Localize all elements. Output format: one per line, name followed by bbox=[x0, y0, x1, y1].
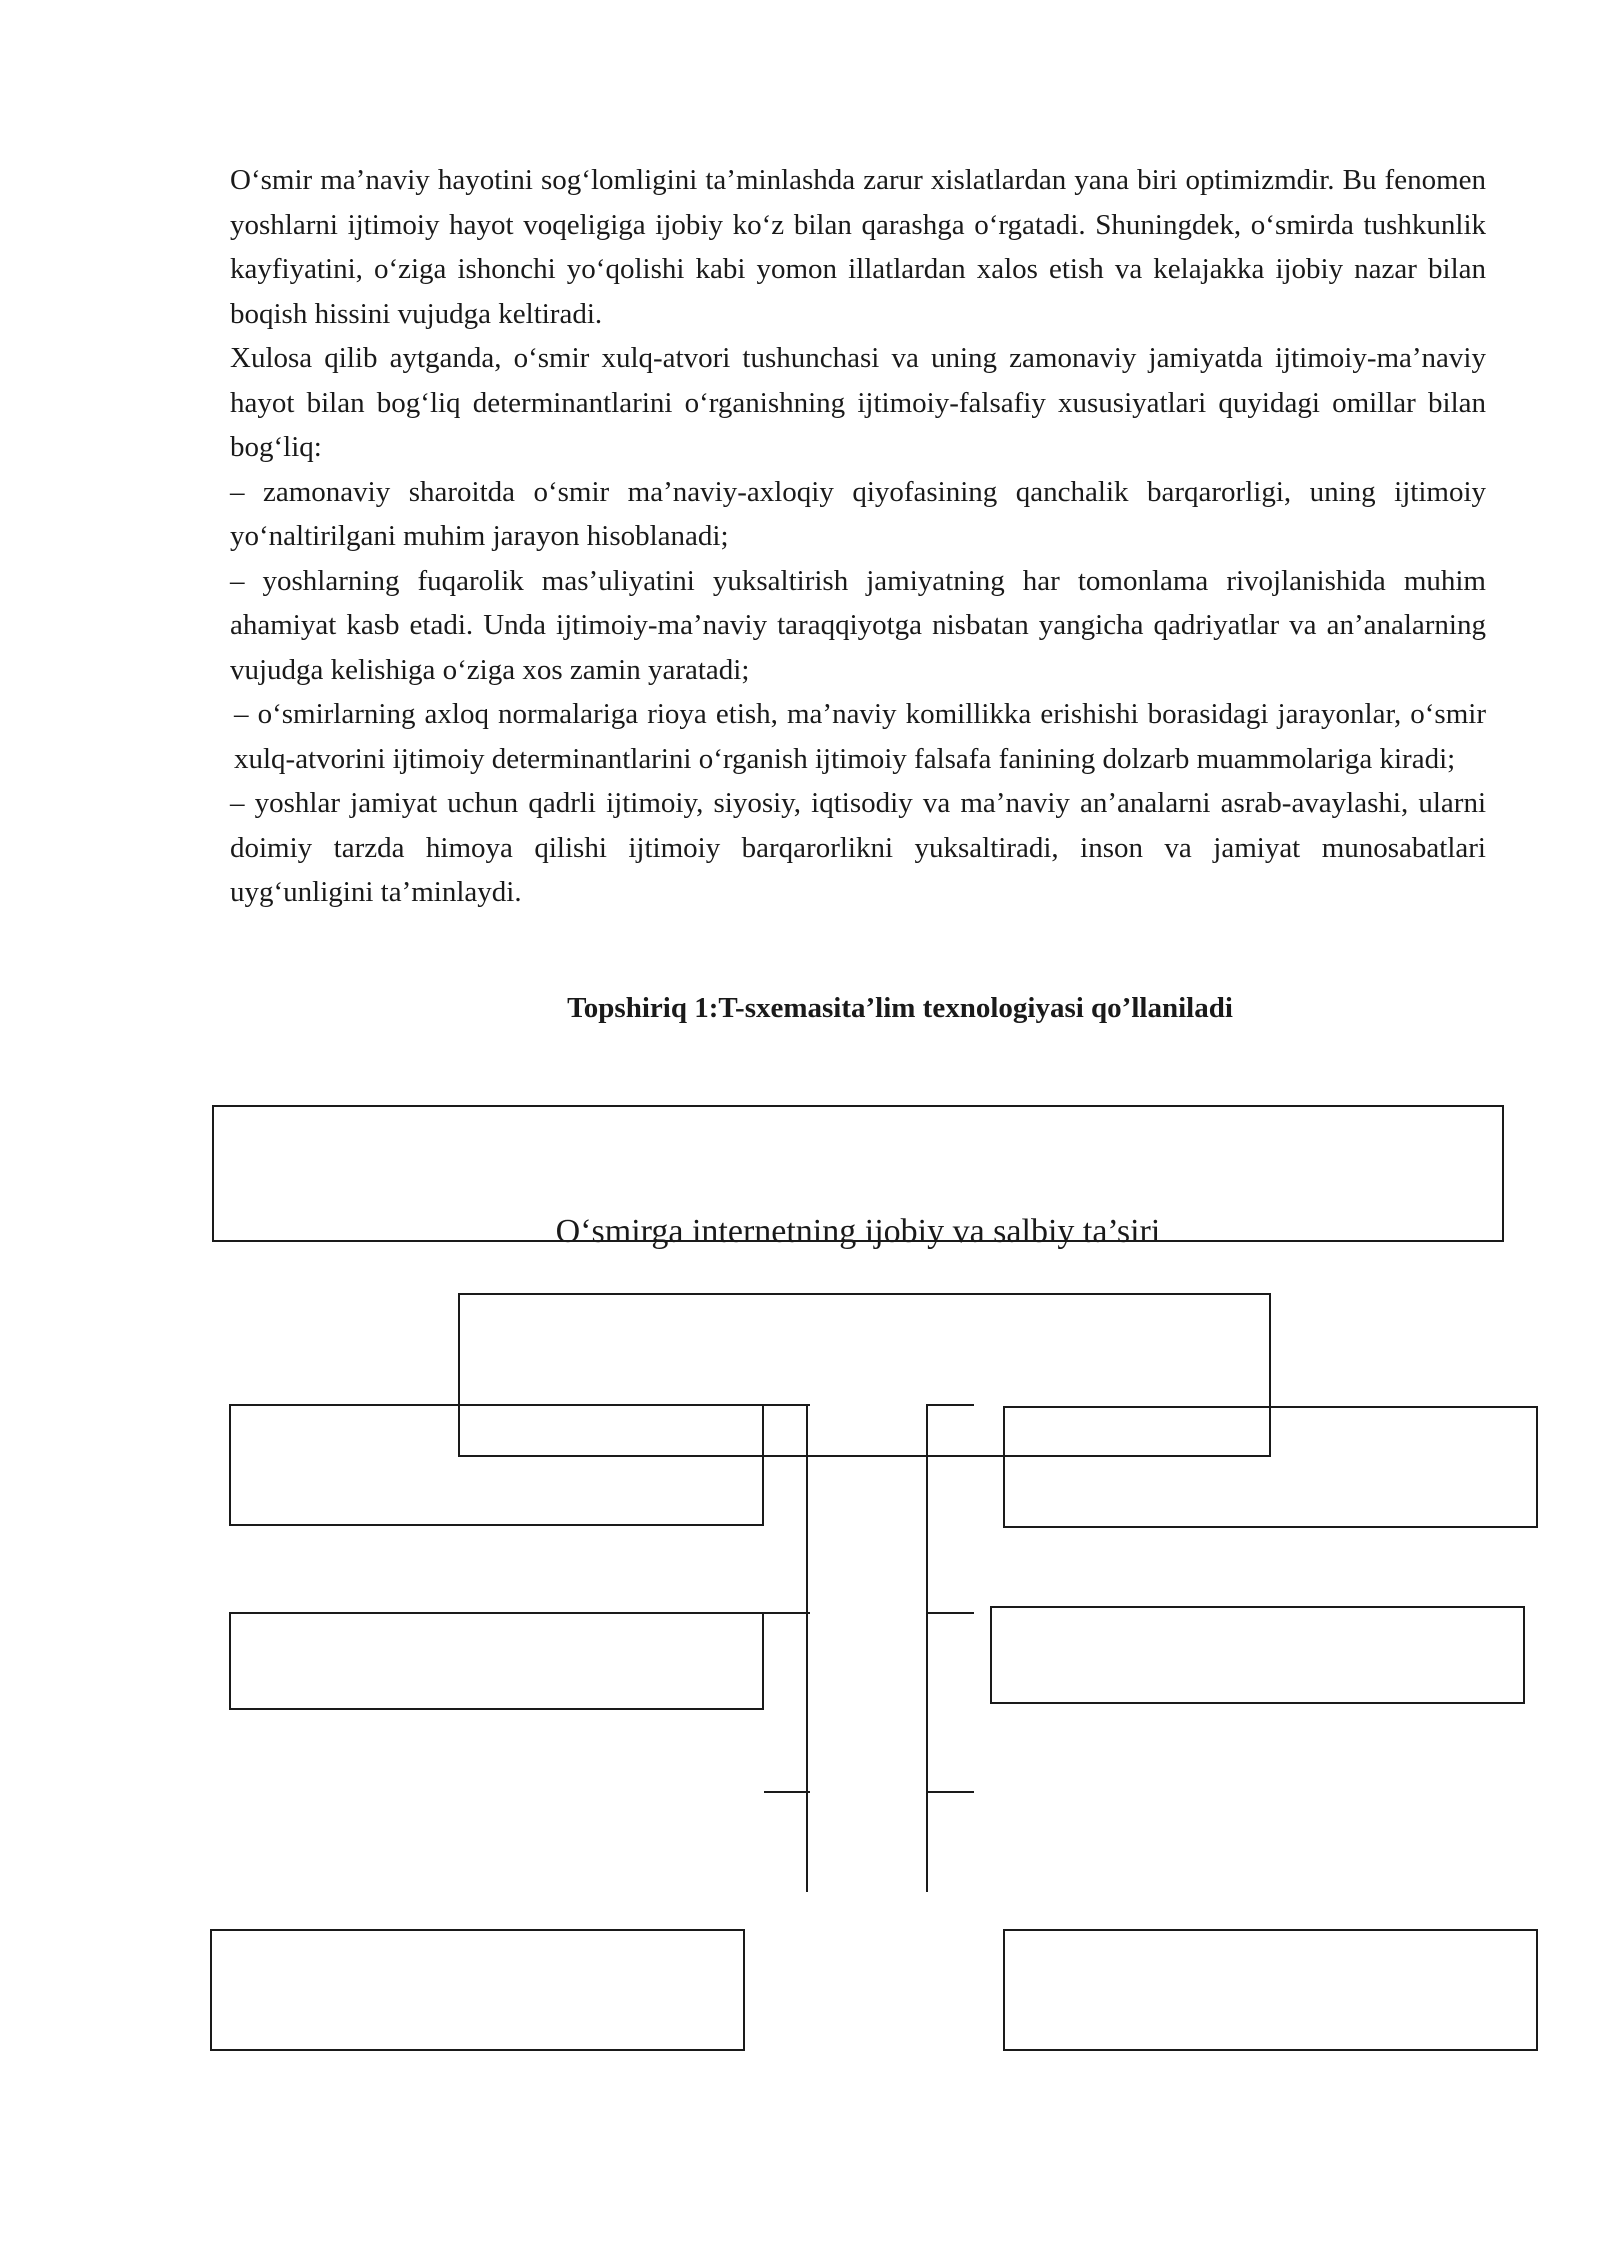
paragraph-conclusion: Xulosa qilib aytganda, o‘smir xulq-atvori tushunchasi va uning zamonaviy jamiyatda ijtimoiy-ma’naviy hayot bilan bog‘liq determinantlarini o‘rganishning ijtimoiy-falsafiy xususiyatlari quyidagi omillar bilan bog‘liq: bbox=[230, 342, 1486, 463]
left-box-1 bbox=[229, 1404, 764, 1526]
right-box-2 bbox=[990, 1606, 1525, 1704]
body-text bbox=[230, 158, 1486, 915]
left-connector-line bbox=[806, 1404, 808, 1892]
list-item-traditions: – yoshlar jamiyat uchun qadrli ijtimoiy, siyosiy, iqtisodiy va ma’naviy an’analarni asrab-avaylashi, ularni doimiy tarzda himoya qilishi ijtimoiy barqarorlikni yuksaltiradi, inson va jamiyat munosabatlari uyg‘unligini ta’minlaydi. bbox=[230, 787, 1486, 908]
left-box-2 bbox=[229, 1612, 764, 1710]
right-connector-tick-3 bbox=[926, 1791, 974, 1793]
list-item-civic-responsibility: – yoshlarning fuqarolik mas’uliyatini yuksaltirish jamiyatning har tomonlama rivojlanishida muhim ahamiyat kasb etadi. Unda ijtimoiy-ma’naviy taraqqiyotga nisbatan yangicha qadriyatlar va an’analarning vujudga kelishiga o‘ziga xos zamin yaratadi; bbox=[230, 564, 1486, 686]
topic-box bbox=[212, 1105, 1504, 1250]
list-item-stability: – zamonaviy sharoitda o‘smir ma’naviy-axloqiy qiyofasining qanchalik barqarorligi, uning ijtimoiy yo‘naltirilgani muhim jarayon hisoblanadi; bbox=[230, 475, 1486, 552]
task-title: Topshiriq 1:T-sxemasita’lim texnologiyasi qo’llaniladi bbox=[567, 992, 1233, 1024]
left-connector-tick-3 bbox=[764, 1791, 810, 1793]
left-connector-tick-2 bbox=[764, 1612, 810, 1614]
right-box-3 bbox=[1003, 1929, 1538, 2051]
left-box-3 bbox=[210, 1929, 745, 2051]
right-connector-line bbox=[926, 1404, 928, 1892]
topic-text: O‘smirga internetning ijobiy va salbiy ta’siri bbox=[555, 1213, 1161, 1250]
right-connector-tick-2 bbox=[926, 1612, 974, 1614]
right-connector-tick-1 bbox=[926, 1404, 974, 1406]
paragraph-optimism: O‘smir ma’naviy hayotini sog‘lomligini ta’minlashda zarur xislatlardan yana biri optimizmdir. Bu fenomen yoshlarni ijtimoiy hayot voqeligiga ijobiy ko‘z bilan qarashga o‘rgatadi. Shuningdek, o‘smirda tushkunlik kayfiyatini, o‘ziga ishonchi yo‘qolishi kabi yomon illatlardan xalos etish va kelajakka ijobiy nazar bilan boqish hissini vujudga keltiradi. bbox=[230, 164, 1486, 330]
list-item-moral-norms: – o‘smirlarning axloq normalariga rioya etish, ma’naviy komillikka erishishi borasidagi jarayonlar, o‘smir xulq-atvorini ijtimoiy determinantlarini o‘rganish ijtimoiy falsafa fanining dolzarb muammolariga kiradi; bbox=[234, 698, 1486, 775]
right-box-1 bbox=[1003, 1406, 1538, 1528]
left-connector-tick-1 bbox=[764, 1404, 810, 1406]
